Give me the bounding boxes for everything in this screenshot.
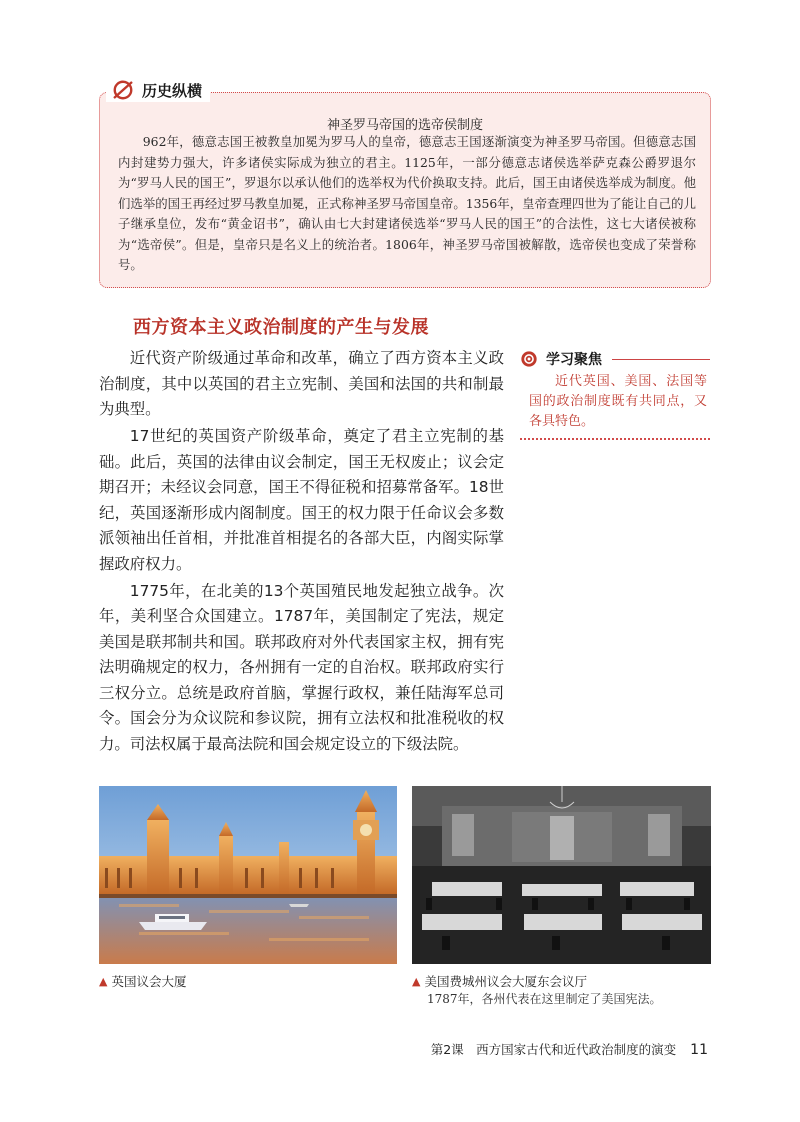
assembly-room-photo <box>412 786 711 964</box>
triangle-marker-icon: ▲ <box>412 974 421 988</box>
focus-box-header <box>520 349 602 369</box>
figure-caption-1 <box>99 972 186 990</box>
history-sidebar-title: 历史纵横 <box>142 81 203 100</box>
focus-box-divider <box>520 438 710 440</box>
focus-box-text: 近代英国、美国、法国等国的政治制度既有共同点，又各具特色。 <box>529 374 707 429</box>
history-sidebar-paragraph: 962年，德意志国王被教皇加冕为罗马人的皇帝，德意志王国逐渐演变为神圣罗马帝国。但德意志国内封建势力强大，许多诸侯实际成为独立的君主。1125年，一部分德意志诸侯选举萨克森公爵罗退尔为“罗马人民的国王”，罗退尔以承认他们的选举权为代价换取支持。此后，国王由诸侯选举成为制度。他们选举的国王再经过罗马教皇加冕，正式称神圣罗马帝国皇帝。1356年，皇帝查理四世为了能让自己的儿子继承皇位，发布“黄金诏书”，确认由七大封建诸侯选举“罗马人民的国王”的合法性，这七大诸侯被称为“选帝侯”。但是，皇帝只是名义上的统治者。1806年，神圣罗马帝国被解散，选帝侯也变成了荣誉称号。 <box>118 134 696 272</box>
focus-box-rule <box>612 359 710 360</box>
history-sidebar-body <box>118 132 696 276</box>
page-footer <box>431 1040 708 1058</box>
main-paragraph-3: 1775年，在北美的13个英国殖民地发起独立战争。次年，美利坚合众国建立。1787年，美国制定了宪法，规定美国是联邦制共和国。联邦政府对外代表国家主权，拥有宪法明确规定的权力，各州拥有一定的自治权。联邦政府实行三权分立。总统是政府首脑，掌握行政权，兼任陆海军总司令。国会分为众议院和参议院，拥有立法权和批准税收的权力。司法权属于最高法院和国会规定设立的下级法院。 <box>99 581 504 753</box>
section-title: 西方资本主义政治制度的产生与发展 <box>133 317 429 338</box>
main-text <box>99 346 504 759</box>
figure-caption-2-text: 美国费城州议会大厦东会议厅 <box>424 974 587 989</box>
focus-box-title: 学习聚焦 <box>546 352 602 368</box>
history-sidebar-header <box>106 78 210 102</box>
focus-icon <box>520 350 538 368</box>
figure-caption-2 <box>412 972 587 990</box>
figure-caption-2-note: 1787年，各州代表在这里制定了美国宪法。 <box>427 992 662 1006</box>
page-number: 11 <box>690 1042 708 1058</box>
main-paragraph-1: 近代资产阶级通过革命和改革，确立了西方资本主义政治制度，其中以英国的君主立宪制、美国和法国的共和制最为典型。 <box>99 349 504 418</box>
triangle-marker-icon: ▲ <box>99 974 108 988</box>
figure-caption-1-text: 英国议会大厦 <box>111 974 187 989</box>
footer-lesson-title: 第2课 西方国家古代和近代政治制度的演变 <box>430 1042 677 1057</box>
clock-face <box>360 824 372 836</box>
main-paragraph-2: 17世纪的英国资产阶级革命，奠定了君主立宪制的基础。此后，英国的法律由议会制定，国王无权废止；议会定期召开；未经议会同意，国王不得征税和招募常备军。18世纪，英国逐渐形成内阁制度。国王的权力限于任命议会多数派领袖出任首相，并批准首相提名的各部大臣，内阁实际掌握政府权力。 <box>99 427 504 573</box>
history-sidebar-subtitle: 神圣罗马帝国的选帝侯制度 <box>326 118 483 133</box>
uk-parliament-photo <box>99 786 397 964</box>
history-icon <box>112 79 134 101</box>
